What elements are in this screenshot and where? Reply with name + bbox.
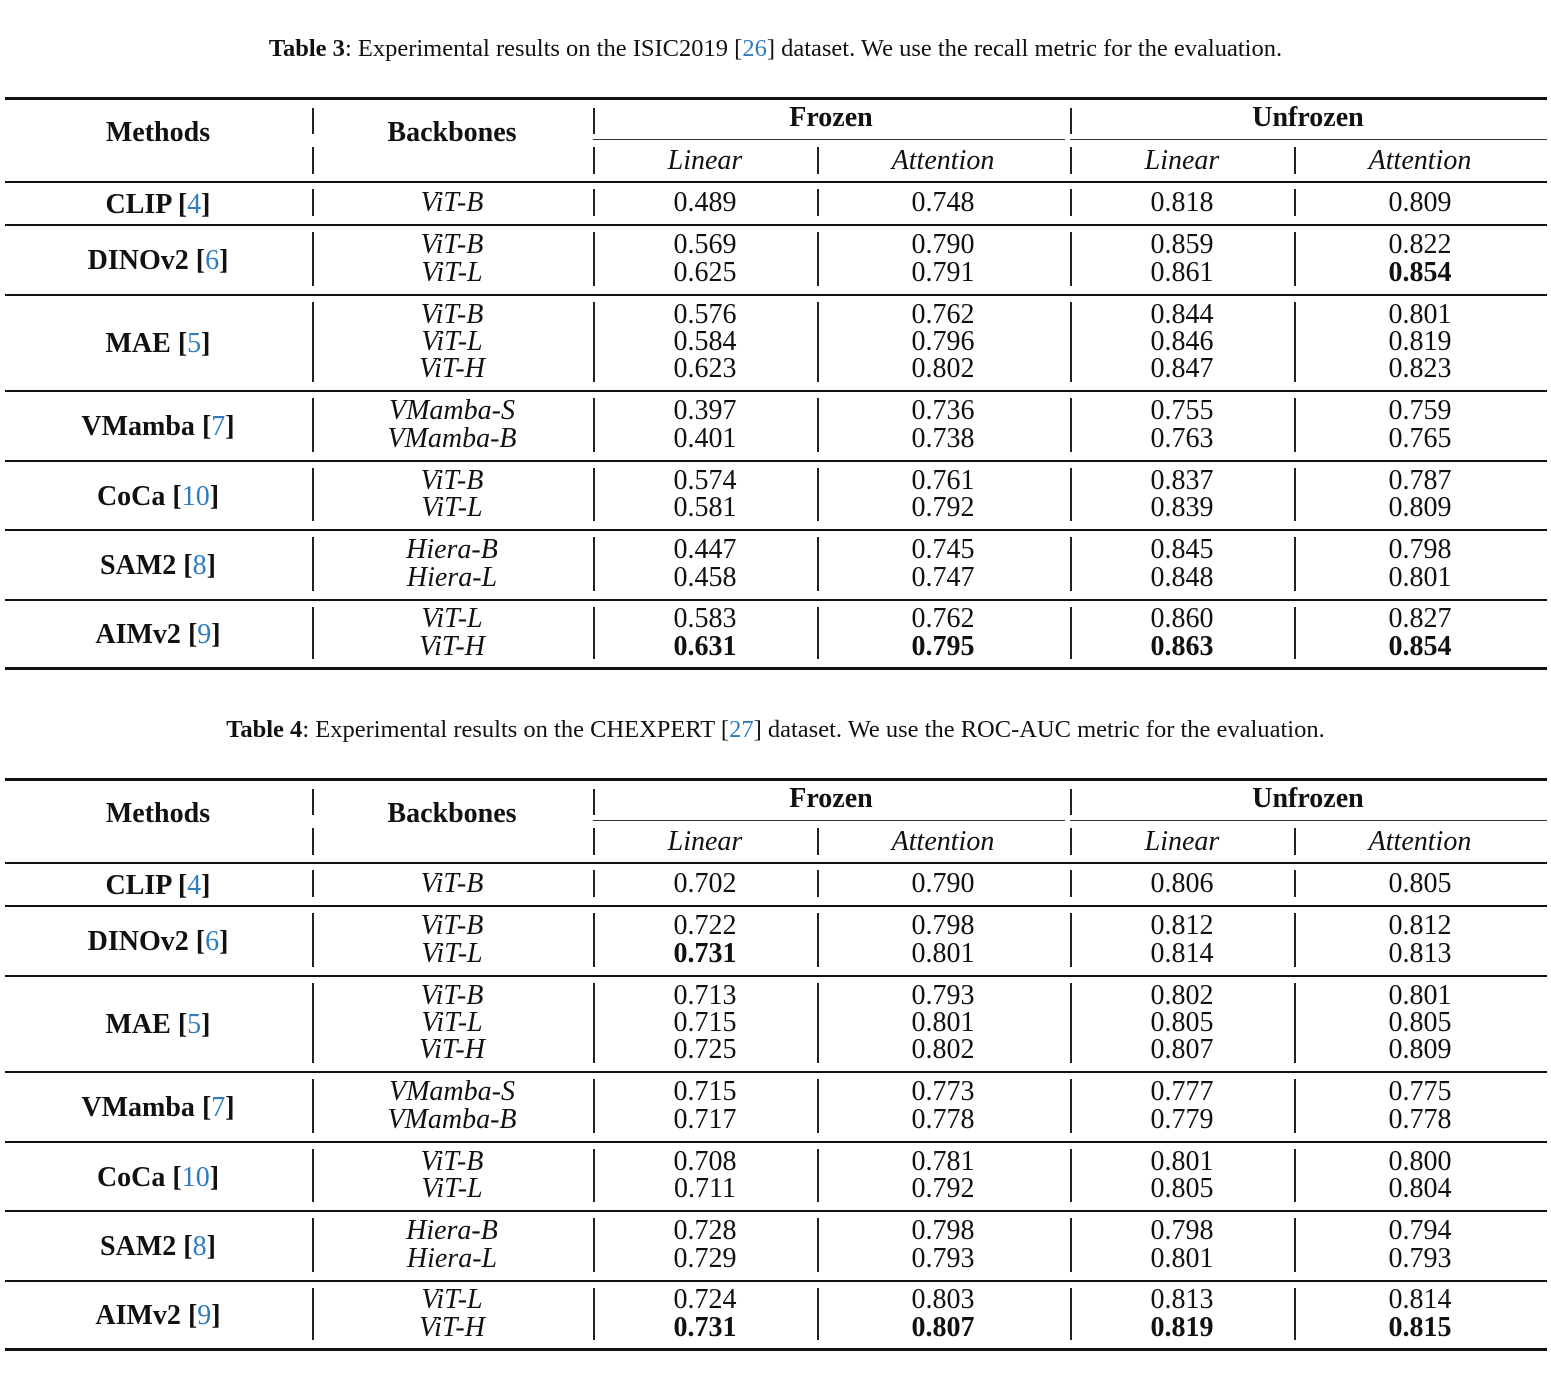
citation-link[interactable]: 5 [187,328,202,359]
unfrozen-attention-header: Attention [1368,145,1472,176]
group-rule [5,224,1547,226]
score-cell: 0.813 [1150,1284,1214,1316]
score-cell: 0.798 [911,1215,975,1247]
score-cell: 0.583 [673,603,737,635]
caption-label: Table 4 [226,716,303,743]
score-cell: 0.792 [911,492,975,524]
score-cell: 0.401 [673,422,737,454]
frozen-header: Frozen [789,783,873,814]
group-rule [5,1071,1547,1073]
frozen-header: Frozen [789,102,873,133]
unfrozen-header: Unfrozen [1252,102,1364,133]
group-rule [5,1280,1547,1282]
score-cell: 0.458 [673,561,737,593]
method-name: CoCa [10] [96,480,220,512]
table-caption [0,715,1551,745]
column-separator [312,147,314,174]
group-rule [5,390,1547,392]
score-cell: 0.775 [1388,1076,1452,1108]
score-cell: 0.814 [1150,937,1214,969]
backbone-cell: ViT-H [419,1034,485,1066]
citation-link[interactable]: 9 [197,619,212,650]
score-cell: 0.715 [673,1007,737,1038]
score-cell: 0.845 [1150,534,1214,566]
column-separator [312,398,314,452]
score-cell: 0.837 [1150,464,1214,496]
method-name: VMamba [7] [81,1092,235,1123]
method-label: SAM2 [100,1231,177,1262]
citation-link[interactable]: 26 [742,35,767,62]
score-cell: 0.762 [911,298,975,330]
best-score-cell: 0.807 [911,1311,975,1343]
score-cell: 0.715 [673,1076,737,1108]
score-cell: 0.574 [673,464,737,496]
best-score-cell: 0.863 [1150,630,1214,662]
frozen-attention-header: Attention [891,145,995,176]
column-separator [1070,789,1072,815]
score-cell: 0.623 [673,353,737,385]
column-separator [1294,147,1296,174]
group-rule [5,294,1547,296]
backbone-cell: VMamba-B [387,422,517,454]
score-cell: 0.397 [673,395,737,427]
table-caption [0,34,1551,64]
score-cell: 0.576 [673,298,737,330]
backbone-cell: VMamba-B [387,1103,517,1135]
score-cell: 0.809 [1388,492,1452,524]
score-cell: 0.755 [1150,395,1214,427]
score-cell: 0.801 [1388,979,1452,1011]
score-cell: 0.805 [1150,1173,1214,1205]
method-label: DINOv2 [87,245,189,276]
column-separator [312,1079,314,1133]
score-cell: 0.801 [911,1007,975,1038]
score-cell: 0.625 [673,256,737,288]
method-name: DINOv2 [6] [87,926,229,957]
bottom-rule [5,667,1547,670]
score-cell: 0.805 [1150,1007,1214,1038]
score-cell: 0.793 [1388,1242,1452,1274]
score-cell: 0.791 [911,256,975,288]
method-label: CLIP [105,188,171,220]
results-table [5,97,1547,671]
header-rule [5,862,1547,864]
backbone-cell: VMamba-S [389,395,515,427]
score-cell: 0.818 [1150,186,1214,218]
backbone-cell: ViT-H [419,353,485,385]
backbone-cell: ViT-L [421,492,483,524]
score-cell: 0.848 [1150,561,1214,593]
score-cell: 0.813 [1388,937,1452,969]
score-cell: 0.827 [1388,603,1452,635]
score-cell: 0.738 [911,422,975,454]
score-cell: 0.822 [1388,229,1452,261]
frozen-attention-header: Attention [891,826,995,857]
score-cell: 0.724 [673,1284,737,1316]
best-score-cell: 0.795 [911,630,975,662]
caption-text: : Experimental results on the CHEXPERT [ [302,716,730,743]
backbone-cell: ViT-L [421,1007,483,1038]
group-rule [5,1141,1547,1143]
method-name: CoCa [10] [96,1161,220,1193]
frozen-cmidrule [593,139,1065,140]
backbone-cell: Hiera-L [406,561,498,593]
citation-link[interactable]: 10 [181,1161,210,1193]
method-name: VMamba [7] [81,411,235,442]
score-cell: 0.802 [911,353,975,385]
citation-link[interactable]: 10 [181,480,210,512]
method-label: DINOv2 [87,926,189,957]
method-label: CoCa [96,480,166,512]
column-separator [312,789,314,815]
score-cell: 0.798 [1150,1215,1214,1247]
method-name: MAE [5] [105,1009,211,1040]
score-cell: 0.748 [911,186,975,218]
results-table [5,778,1547,1352]
column-separator [312,1149,314,1202]
backbone-cell: VMamba-S [389,1076,515,1108]
header-rule [5,181,1547,183]
column-separator [312,828,314,855]
method-name: SAM2 [8] [100,1231,216,1262]
score-cell: 0.778 [1388,1103,1452,1135]
score-cell: 0.762 [911,603,975,635]
score-cell: 0.778 [911,1103,975,1135]
score-cell: 0.787 [1388,464,1452,496]
citation-link[interactable]: 8 [192,1231,207,1262]
score-cell: 0.801 [1150,1242,1214,1274]
column-separator [312,1288,314,1340]
bottom-rule [5,1348,1547,1351]
citation-link[interactable]: 6 [205,926,220,957]
backbone-cell: ViT-B [420,186,484,218]
backbones-header: Backbones [387,117,517,148]
score-cell: 0.713 [673,979,737,1011]
score-cell: 0.793 [911,979,975,1011]
backbone-cell: ViT-L [421,256,483,288]
score-cell: 0.798 [911,910,975,942]
caption-label: Table 3 [268,35,345,62]
method-name: AIMv2 [9] [95,1300,221,1331]
score-cell: 0.779 [1150,1103,1214,1135]
column-separator [817,147,819,174]
best-score-cell: 0.731 [673,937,737,969]
column-separator [312,108,314,134]
score-cell: 0.793 [911,1242,975,1274]
column-separator [593,108,595,134]
citation-link[interactable]: 4 [187,869,202,901]
backbone-cell: ViT-B [420,1145,484,1177]
score-cell: 0.859 [1150,229,1214,261]
score-cell: 0.790 [911,229,975,261]
caption-text: : Experimental results on the ISIC2019 [ [344,35,743,62]
backbone-cell: Hiera-B [406,1215,498,1247]
score-cell: 0.803 [911,1284,975,1316]
group-rule [5,599,1547,601]
caption-text: ] dataset. We use the recall metric for the evaluation. [766,35,1283,62]
score-cell: 0.846 [1150,326,1214,357]
group-rule [5,905,1547,907]
unfrozen-header: Unfrozen [1252,783,1364,814]
method-label: AIMv2 [95,619,181,650]
unfrozen-linear-header: Linear [1144,826,1220,857]
method-name: AIMv2 [9] [95,619,221,650]
citation-link[interactable]: 5 [187,1009,202,1040]
score-cell: 0.860 [1150,603,1214,635]
score-cell: 0.717 [673,1103,737,1135]
score-cell: 0.569 [673,229,737,261]
method-name: DINOv2 [6] [87,245,229,276]
score-cell: 0.725 [673,1034,737,1066]
score-cell: 0.801 [1150,1145,1214,1177]
backbone-cell: ViT-B [420,229,484,261]
column-separator [593,789,595,815]
method-label: SAM2 [100,550,177,581]
score-cell: 0.805 [1388,867,1452,899]
group-rule [5,1210,1547,1212]
score-cell: 0.802 [1150,979,1214,1011]
best-score-cell: 0.854 [1388,630,1452,662]
backbone-cell: ViT-H [419,630,485,662]
score-cell: 0.804 [1388,1173,1452,1205]
frozen-cmidrule [593,820,1065,821]
best-score-cell: 0.854 [1388,256,1452,288]
citation-link[interactable]: 27 [729,716,754,743]
score-cell: 0.814 [1388,1284,1452,1316]
score-cell: 0.777 [1150,1076,1214,1108]
score-cell: 0.722 [673,910,737,942]
score-cell: 0.812 [1150,910,1214,942]
score-cell: 0.796 [911,326,975,357]
column-separator [312,468,314,521]
top-rule [5,97,1547,100]
citation-link[interactable]: 7 [211,411,226,442]
unfrozen-cmidrule [1070,139,1547,140]
backbone-cell: ViT-L [421,937,483,969]
caption-text: ] dataset. We use the ROC-AUC metric for the evaluation. [753,716,1325,743]
score-cell: 0.844 [1150,298,1214,330]
unfrozen-cmidrule [1070,820,1547,821]
score-cell: 0.806 [1150,867,1214,899]
score-cell: 0.792 [911,1173,975,1205]
column-separator [1070,147,1072,174]
group-rule [5,529,1547,531]
column-separator [312,870,314,897]
score-cell: 0.763 [1150,422,1214,454]
column-separator [593,828,595,855]
column-separator [1070,828,1072,855]
score-cell: 0.839 [1150,492,1214,524]
method-label: CoCa [96,1161,166,1193]
method-label: MAE [105,328,171,359]
score-cell: 0.800 [1388,1145,1452,1177]
citation-link[interactable]: 6 [205,245,220,276]
method-label: VMamba [81,411,195,442]
backbone-cell: Hiera-L [406,1242,498,1274]
score-cell: 0.747 [911,561,975,593]
best-score-cell: 0.631 [673,630,737,662]
score-cell: 0.847 [1150,353,1214,385]
score-cell: 0.447 [673,534,737,566]
backbone-cell: ViT-L [421,1284,483,1316]
method-name: SAM2 [8] [100,550,216,581]
method-label: CLIP [105,869,171,901]
frozen-linear-header: Linear [667,826,743,857]
backbones-header: Backbones [387,798,517,829]
score-cell: 0.759 [1388,395,1452,427]
method-name: CLIP [4] [105,188,211,220]
score-cell: 0.790 [911,867,975,899]
score-cell: 0.711 [674,1173,736,1205]
backbone-cell: ViT-B [420,979,484,1011]
score-cell: 0.702 [673,867,737,899]
score-cell: 0.794 [1388,1215,1452,1247]
column-separator [593,147,595,174]
score-cell: 0.801 [1388,298,1452,330]
backbone-cell: ViT-L [421,1173,483,1205]
column-separator [1294,828,1296,855]
column-separator [312,913,314,967]
score-cell: 0.729 [673,1242,737,1274]
unfrozen-attention-header: Attention [1368,826,1472,857]
score-cell: 0.809 [1388,1034,1452,1066]
score-cell: 0.489 [673,186,737,218]
citation-link[interactable]: 8 [192,550,207,581]
backbone-cell: ViT-L [421,603,483,635]
backbone-cell: Hiera-B [406,534,498,566]
best-score-cell: 0.731 [673,1311,737,1343]
frozen-linear-header: Linear [667,145,743,176]
column-separator [817,828,819,855]
column-separator [312,607,314,659]
method-label: VMamba [81,1092,195,1123]
score-cell: 0.801 [1388,561,1452,593]
citation-link[interactable]: 9 [197,1300,212,1331]
methods-header: Methods [105,798,211,829]
group-rule [5,975,1547,977]
unfrozen-linear-header: Linear [1144,145,1220,176]
score-cell: 0.781 [911,1145,975,1177]
score-cell: 0.809 [1388,186,1452,218]
method-name: CLIP [4] [105,869,211,901]
methods-header: Methods [105,117,211,148]
score-cell: 0.736 [911,395,975,427]
score-cell: 0.807 [1150,1034,1214,1066]
score-cell: 0.805 [1388,1007,1452,1038]
score-cell: 0.728 [673,1215,737,1247]
citation-link[interactable]: 7 [211,1092,226,1123]
backbone-cell: ViT-B [420,464,484,496]
score-cell: 0.773 [911,1076,975,1108]
backbone-cell: ViT-B [420,910,484,942]
score-cell: 0.581 [673,492,737,524]
backbone-cell: ViT-L [421,326,483,357]
column-separator [312,983,314,1063]
score-cell: 0.765 [1388,422,1452,454]
method-label: MAE [105,1009,171,1040]
column-separator [312,302,314,382]
backbone-cell: ViT-B [420,298,484,330]
score-cell: 0.801 [911,937,975,969]
column-separator [312,537,314,591]
score-cell: 0.812 [1388,910,1452,942]
score-cell: 0.584 [673,326,737,357]
score-cell: 0.861 [1150,256,1214,288]
score-cell: 0.761 [911,464,975,496]
score-cell: 0.802 [911,1034,975,1066]
best-score-cell: 0.819 [1150,1311,1214,1343]
top-rule [5,778,1547,781]
column-separator [1070,108,1072,134]
column-separator [312,1218,314,1272]
group-rule [5,460,1547,462]
column-separator [312,232,314,286]
score-cell: 0.823 [1388,353,1452,385]
backbone-cell: ViT-B [420,867,484,899]
column-separator [312,189,314,216]
score-cell: 0.819 [1388,326,1452,357]
citation-link[interactable]: 4 [187,188,202,220]
score-cell: 0.745 [911,534,975,566]
method-label: AIMv2 [95,1300,181,1331]
method-name: MAE [5] [105,328,211,359]
score-cell: 0.798 [1388,534,1452,566]
best-score-cell: 0.815 [1388,1311,1452,1343]
backbone-cell: ViT-H [419,1311,485,1343]
score-cell: 0.708 [673,1145,737,1177]
